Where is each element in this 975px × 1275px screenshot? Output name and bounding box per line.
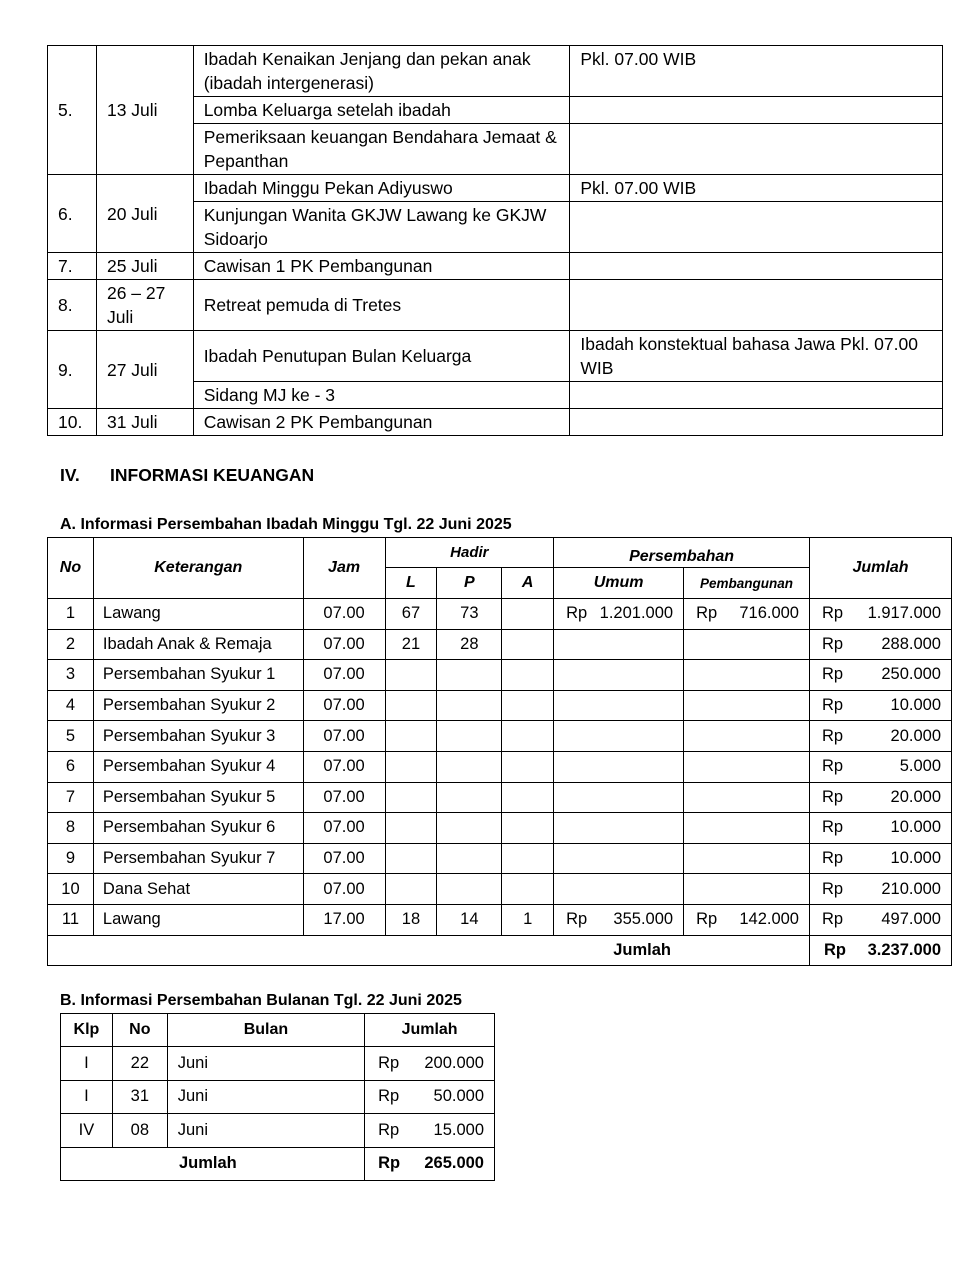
monthly-body	[61, 1047, 495, 1148]
row-number: 8	[48, 813, 94, 844]
schedule-body	[48, 46, 943, 436]
row-number: 31	[112, 1080, 167, 1114]
row-time: 07.00	[303, 690, 385, 721]
row-attend-a	[502, 690, 554, 721]
schedule-table	[47, 45, 943, 436]
schedule-number: 9.	[48, 331, 97, 409]
header-persembahan: Persembahan	[554, 538, 810, 568]
row-attend-a	[502, 599, 554, 630]
row-umum	[554, 599, 684, 630]
amount-value: 210.000	[881, 879, 941, 898]
schedule-activity: Ibadah Penutupan Bulan Keluarga	[193, 331, 570, 382]
table-b-total-label: Jumlah	[61, 1147, 365, 1181]
header-klp: Klp	[61, 1014, 113, 1047]
table-b-total	[365, 1147, 495, 1181]
row-attend-l	[385, 874, 437, 905]
table-row	[61, 1114, 495, 1148]
schedule-number: 6.	[48, 175, 97, 253]
row-time: 07.00	[303, 843, 385, 874]
table-row	[48, 813, 952, 844]
row-pembangunan	[684, 721, 810, 752]
row-month: Juni	[167, 1080, 364, 1114]
currency-label: Rp	[822, 634, 844, 653]
amount-value: 1.201.000	[599, 604, 674, 623]
offering-body	[48, 599, 952, 936]
row-description: Persembahan Syukur 3	[93, 721, 303, 752]
row-jumlah	[810, 629, 952, 660]
schedule-activity: Retreat pemuda di Tretes	[193, 280, 570, 331]
header-bulan: Bulan	[167, 1014, 364, 1047]
table-row	[48, 904, 952, 935]
schedule-number: 7.	[48, 253, 97, 280]
row-number: 9	[48, 843, 94, 874]
row-attend-a	[502, 813, 554, 844]
row-attend-a	[502, 660, 554, 691]
row-description: Persembahan Syukur 7	[93, 843, 303, 874]
row-number: 10	[48, 874, 94, 905]
row-attend-a: 1	[502, 904, 554, 935]
schedule-row	[48, 331, 943, 382]
amount-value: 5.000	[899, 757, 941, 776]
row-klp: I	[61, 1047, 113, 1081]
schedule-note	[570, 409, 943, 436]
row-umum	[554, 843, 684, 874]
row-number: 3	[48, 660, 94, 691]
header-a: A	[502, 568, 554, 599]
monthly-table	[60, 1013, 495, 1181]
row-attend-a	[502, 721, 554, 752]
amount-value: 200.000	[424, 1053, 484, 1072]
row-number: 11	[48, 904, 94, 935]
schedule-note	[570, 382, 943, 409]
currency-label: Rp	[566, 604, 588, 623]
amount-value: 1.917.000	[867, 604, 941, 623]
section-number: IV.	[60, 465, 80, 485]
row-description: Persembahan Syukur 6	[93, 813, 303, 844]
amount-value: 716.000	[739, 604, 799, 623]
row-jumlah	[810, 690, 952, 721]
amount-value: 355.000	[613, 910, 674, 929]
header-pembangunan: Pembangunan	[684, 568, 810, 599]
schedule-date: 25 Juli	[96, 253, 193, 280]
row-jumlah	[810, 599, 952, 630]
row-pembangunan	[684, 813, 810, 844]
row-attend-l	[385, 782, 437, 813]
schedule-number: 10.	[48, 409, 97, 436]
row-jumlah	[810, 843, 952, 874]
row-number: 4	[48, 690, 94, 721]
row-pembangunan	[684, 599, 810, 630]
schedule-note	[570, 124, 943, 175]
row-time: 07.00	[303, 874, 385, 905]
schedule-date: 13 Juli	[96, 46, 193, 175]
row-umum	[554, 660, 684, 691]
header-l: L	[385, 568, 437, 599]
header-p: P	[437, 568, 502, 599]
row-umum	[554, 904, 684, 935]
schedule-date: 26 – 27 Juli	[96, 280, 193, 331]
row-attend-l	[385, 813, 437, 844]
currency-label: Rp	[696, 910, 718, 929]
row-umum	[554, 813, 684, 844]
amount-value: 250.000	[881, 665, 941, 684]
row-attend-p: 14	[437, 904, 502, 935]
currency-label: Rp	[822, 757, 844, 776]
row-jumlah	[810, 721, 952, 752]
row-description: Ibadah Anak & Remaja	[93, 629, 303, 660]
row-attend-p	[437, 751, 502, 782]
row-attend-p: 28	[437, 629, 502, 660]
row-number: 5	[48, 721, 94, 752]
schedule-date: 31 Juli	[96, 409, 193, 436]
header-jumlah: Jumlah	[365, 1014, 495, 1047]
row-time: 17.00	[303, 904, 385, 935]
row-time: 07.00	[303, 660, 385, 691]
table-row	[48, 690, 952, 721]
currency-label: Rp	[822, 726, 844, 745]
schedule-date: 20 Juli	[96, 175, 193, 253]
amount-value: 10.000	[890, 849, 941, 868]
row-time: 07.00	[303, 599, 385, 630]
currency-label: Rp	[822, 665, 844, 684]
row-month: Juni	[167, 1047, 364, 1081]
schedule-number: 5.	[48, 46, 97, 175]
currency-label: Rp	[824, 940, 846, 959]
row-pembangunan	[684, 690, 810, 721]
row-month: Juni	[167, 1114, 364, 1148]
row-attend-a	[502, 874, 554, 905]
row-number: 22	[112, 1047, 167, 1081]
row-description: Persembahan Syukur 1	[93, 660, 303, 691]
row-jumlah	[810, 782, 952, 813]
schedule-activity: Cawisan 1 PK Pembangunan	[193, 253, 570, 280]
amount-value: 497.000	[881, 910, 941, 929]
row-number: 08	[112, 1114, 167, 1148]
schedule-date: 27 Juli	[96, 331, 193, 409]
schedule-activity: Cawisan 2 PK Pembangunan	[193, 409, 570, 436]
row-jumlah	[365, 1047, 495, 1081]
row-umum	[554, 751, 684, 782]
row-time: 07.00	[303, 721, 385, 752]
row-attend-l	[385, 660, 437, 691]
row-umum	[554, 629, 684, 660]
total-value: 265.000	[424, 1154, 484, 1173]
row-number: 2	[48, 629, 94, 660]
row-attend-a	[502, 782, 554, 813]
currency-label: Rp	[378, 1120, 400, 1139]
amount-value: 288.000	[881, 634, 941, 653]
currency-label: Rp	[378, 1087, 400, 1106]
currency-label: Rp	[378, 1053, 400, 1072]
row-description: Persembahan Syukur 4	[93, 751, 303, 782]
schedule-row	[48, 280, 943, 331]
schedule-row	[48, 46, 943, 97]
row-attend-l	[385, 721, 437, 752]
currency-label: Rp	[822, 910, 844, 929]
schedule-activity: Sidang MJ ke - 3	[193, 382, 570, 409]
row-jumlah	[365, 1080, 495, 1114]
amount-value: 10.000	[890, 696, 941, 715]
currency-label: Rp	[822, 787, 844, 806]
row-attend-p	[437, 843, 502, 874]
row-klp: IV	[61, 1114, 113, 1148]
row-number: 6	[48, 751, 94, 782]
row-attend-p	[437, 874, 502, 905]
row-description: Lawang	[93, 904, 303, 935]
row-pembangunan	[684, 843, 810, 874]
schedule-activity: Ibadah Kenaikan Jenjang dan pekan anak (ibadah intergenerasi)	[193, 46, 570, 97]
currency-label: Rp	[822, 879, 844, 898]
header-umum: Umum	[554, 568, 684, 599]
row-umum	[554, 782, 684, 813]
table-row	[48, 629, 952, 660]
row-description: Persembahan Syukur 5	[93, 782, 303, 813]
table-b-title: B. Informasi Persembahan Bulanan Tgl. 22 Juni 2025	[60, 992, 462, 1009]
table-row	[48, 751, 952, 782]
row-attend-l: 67	[385, 599, 437, 630]
amount-value: 142.000	[739, 910, 799, 929]
schedule-note: Pkl. 07.00 WIB	[570, 46, 943, 97]
row-attend-l	[385, 843, 437, 874]
row-pembangunan	[684, 751, 810, 782]
row-attend-p	[437, 690, 502, 721]
header-jumlah: Jumlah	[810, 538, 952, 599]
row-attend-a	[502, 629, 554, 660]
row-attend-p	[437, 660, 502, 691]
currency-label: Rp	[822, 604, 844, 623]
row-attend-l: 21	[385, 629, 437, 660]
row-number: 1	[48, 599, 94, 630]
row-pembangunan	[684, 904, 810, 935]
schedule-note	[570, 202, 943, 253]
row-jumlah	[810, 813, 952, 844]
row-attend-l	[385, 751, 437, 782]
row-attend-a	[502, 843, 554, 874]
header-jam: Jam	[303, 538, 385, 599]
table-row	[61, 1080, 495, 1114]
offering-table	[47, 537, 952, 966]
row-attend-p	[437, 782, 502, 813]
row-description: Persembahan Syukur 2	[93, 690, 303, 721]
schedule-activity: Lomba Keluarga setelah ibadah	[193, 97, 570, 124]
schedule-row	[48, 409, 943, 436]
row-jumlah	[810, 874, 952, 905]
table-row	[48, 843, 952, 874]
table-a-total	[810, 935, 952, 966]
section-heading	[60, 465, 314, 486]
row-attend-a	[502, 751, 554, 782]
schedule-row	[48, 253, 943, 280]
total-value: 3.237.000	[867, 940, 941, 959]
row-number: 7	[48, 782, 94, 813]
row-jumlah	[365, 1114, 495, 1148]
amount-value: 15.000	[433, 1120, 484, 1139]
schedule-note	[570, 97, 943, 124]
currency-label: Rp	[378, 1154, 401, 1173]
schedule-row	[48, 175, 943, 202]
table-row	[48, 599, 952, 630]
row-pembangunan	[684, 660, 810, 691]
schedule-note: Ibadah konstektual bahasa Jawa Pkl. 07.00 WIB	[570, 331, 943, 382]
row-description: Dana Sehat	[93, 874, 303, 905]
amount-value: 20.000	[890, 726, 941, 745]
currency-label: Rp	[566, 910, 588, 929]
section-title: INFORMASI KEUANGAN	[110, 465, 315, 485]
row-pembangunan	[684, 874, 810, 905]
table-row	[48, 660, 952, 691]
header-no: No	[112, 1014, 167, 1047]
row-klp: I	[61, 1080, 113, 1114]
row-time: 07.00	[303, 813, 385, 844]
row-attend-l	[385, 690, 437, 721]
row-attend-p	[437, 813, 502, 844]
schedule-activity: Pemeriksaan keuangan Bendahara Jemaat & Pepanthan	[193, 124, 570, 175]
row-umum	[554, 721, 684, 752]
table-row	[48, 874, 952, 905]
row-time: 07.00	[303, 751, 385, 782]
row-jumlah	[810, 660, 952, 691]
row-umum	[554, 690, 684, 721]
row-jumlah	[810, 904, 952, 935]
header-no: No	[48, 538, 94, 599]
row-time: 07.00	[303, 629, 385, 660]
schedule-note: Pkl. 07.00 WIB	[570, 175, 943, 202]
row-pembangunan	[684, 782, 810, 813]
table-row	[48, 782, 952, 813]
amount-value: 20.000	[890, 787, 941, 806]
row-attend-p	[437, 721, 502, 752]
row-attend-p: 73	[437, 599, 502, 630]
schedule-activity: Kunjungan Wanita GKJW Lawang ke GKJW Sidoarjo	[193, 202, 570, 253]
currency-label: Rp	[822, 818, 844, 837]
row-jumlah	[810, 751, 952, 782]
table-a-title: A. Informasi Persembahan Ibadah Minggu Tgl. 22 Juni 2025	[60, 516, 512, 533]
table-a-total-label: Jumlah	[48, 935, 810, 966]
currency-label: Rp	[822, 696, 844, 715]
schedule-note	[570, 253, 943, 280]
schedule-note	[570, 280, 943, 331]
row-attend-l: 18	[385, 904, 437, 935]
table-row	[48, 721, 952, 752]
row-description: Lawang	[93, 599, 303, 630]
row-pembangunan	[684, 629, 810, 660]
schedule-activity: Ibadah Minggu Pekan Adiyuswo	[193, 175, 570, 202]
row-time: 07.00	[303, 782, 385, 813]
currency-label: Rp	[822, 849, 844, 868]
row-umum	[554, 874, 684, 905]
header-keterangan: Keterangan	[93, 538, 303, 599]
header-hadir: Hadir	[385, 538, 554, 568]
amount-value: 10.000	[890, 818, 941, 837]
amount-value: 50.000	[433, 1087, 484, 1106]
schedule-number: 8.	[48, 280, 97, 331]
currency-label: Rp	[696, 604, 718, 623]
table-row	[61, 1047, 495, 1081]
